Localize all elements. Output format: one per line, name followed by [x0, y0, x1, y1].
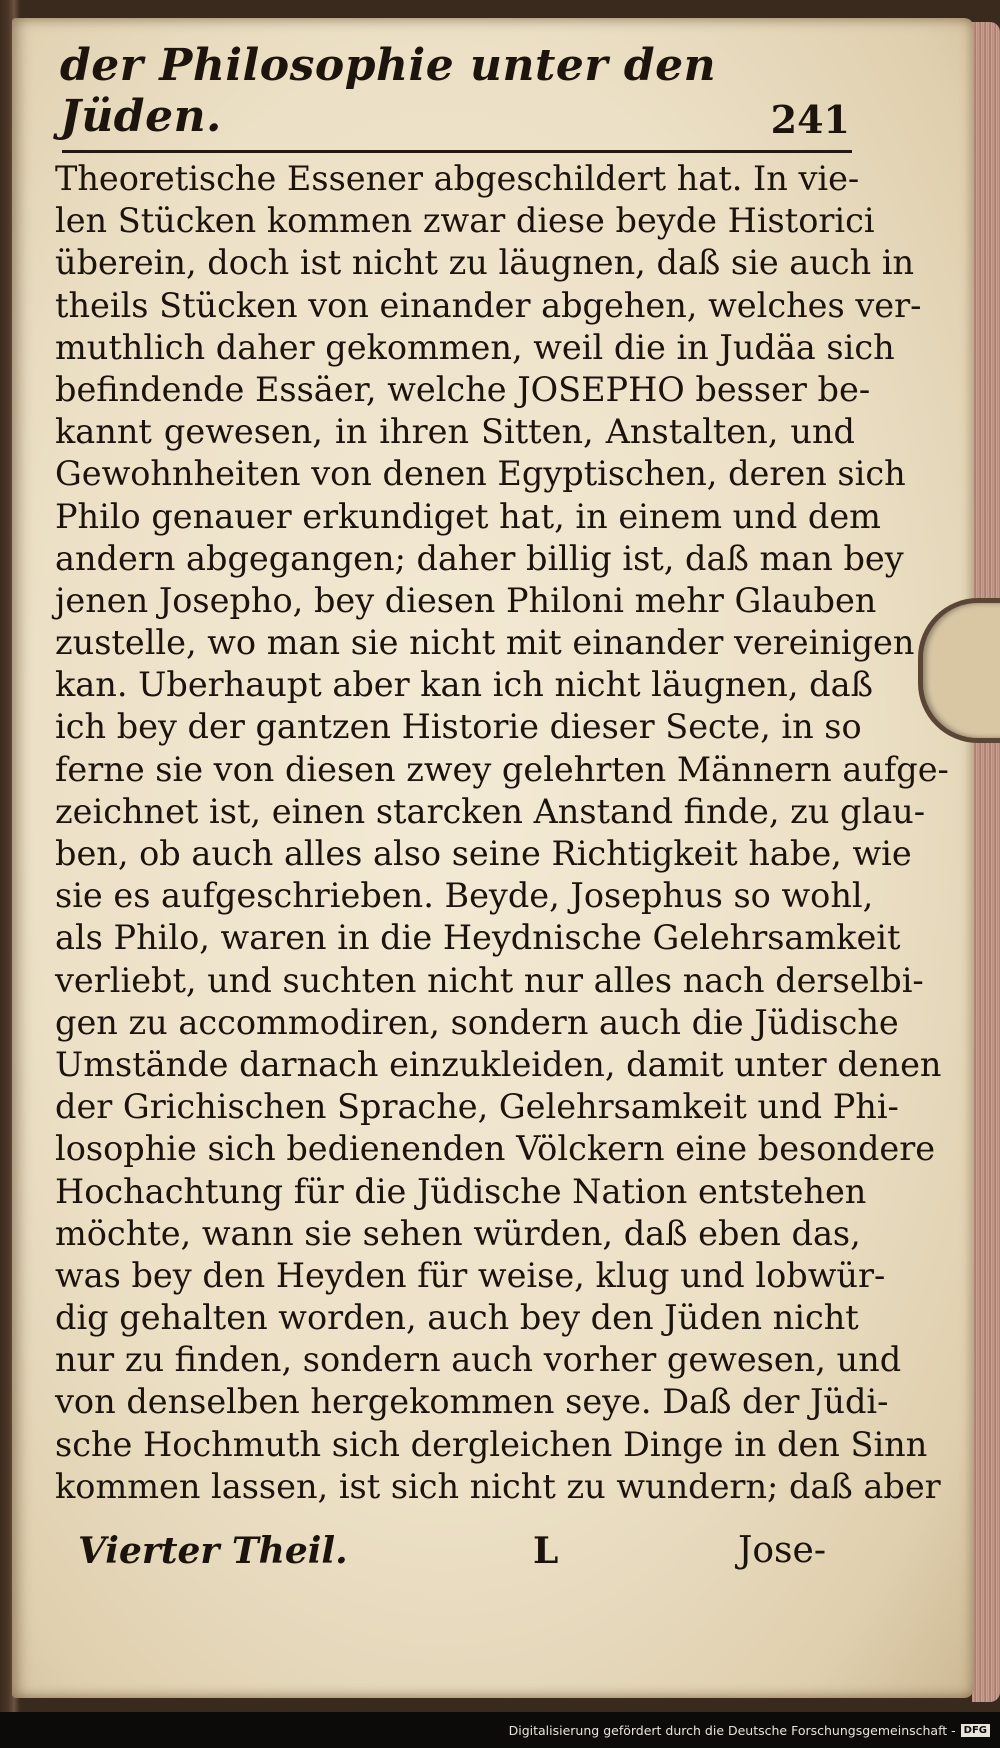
catchword: Jose-	[737, 1530, 826, 1571]
text-line: kommen lassen, ist sich nicht zu wundern; daß aber	[55, 1466, 941, 1506]
text-line: der Grichischen Sprache, Gelehrsamkeit und Phi-	[55, 1087, 899, 1127]
text-line: Umstände darnach einzukleiden, damit unter denen	[55, 1044, 942, 1084]
header-rule	[62, 150, 852, 153]
text-line: len Stücken kommen zwar diese beyde Historici	[55, 201, 875, 241]
text-line: muthlich daher gekommen, weil die in Judäa sich	[55, 327, 895, 367]
text-line: jenen Josepho, bey diesen Philoni mehr Glauben	[55, 580, 877, 620]
text-line: verliebt, und suchten nicht nur alles nach derselbi-	[55, 960, 924, 1000]
text-line: ferne sie von diesen zwey gelehrten Männern aufge-	[55, 749, 949, 789]
text-line: Gewohnheiten von denen Egyptischen, deren sich	[55, 454, 906, 494]
text-line: Theoretische Essener abgeschildert hat. In vie-	[55, 159, 860, 198]
text-line: losophie sich bedienenden Völckern eine besondere	[55, 1129, 936, 1169]
text-line: andern abgegangen; daher billig ist, daß man bey	[55, 538, 904, 578]
text-line: möchte, wann sie sehen würden, daß eben das,	[55, 1213, 861, 1253]
page-edge	[972, 22, 1000, 1702]
page-footer	[78, 1530, 826, 1578]
text-line: Philo genauer erkundiget hat, in einem und dem	[55, 496, 881, 536]
text-line: sche Hochmuth sich dergleichen Dinge in den Sinn	[55, 1424, 928, 1464]
running-title: der Philosophie unter den Jüden.	[60, 40, 717, 142]
text-line: gen zu accommodiren, sondern auch die Jüdische	[55, 1002, 899, 1042]
text-line: überein, doch ist nicht zu läugnen, daß sie auch in	[55, 243, 915, 283]
credit-text: Digitalisierung gefördert durch die Deutsche Forschungsgemeinschaft -	[508, 1722, 956, 1738]
text-line: zustelle, wo man sie nicht mit einander vereinigen	[55, 623, 915, 663]
signature-title: Vierter Theil.	[78, 1530, 348, 1572]
text-line: von denselben hergekommen seye. Daß der Jüdi-	[55, 1382, 889, 1422]
text-line: Hochachtung für die Jüdische Nation entstehen	[55, 1171, 867, 1211]
text-line: dig gehalten worden, auch bey den Jüden nicht	[55, 1298, 859, 1338]
text-line: zeichnet ist, einen starcken Anstand finde, zu glau-	[55, 791, 926, 831]
text-line: ben, ob auch alles also seine Richtigkeit habe, wie	[55, 834, 912, 873]
page-header	[60, 40, 850, 142]
text-line: nur zu finden, sondern auch vorher gewesen, und	[55, 1340, 902, 1380]
text-line: kan. Uberhaupt aber kan ich nicht läugnen, daß	[55, 665, 873, 705]
body-text	[55, 158, 949, 1508]
signature-mark: L	[533, 1530, 559, 1572]
digitization-credit	[0, 1712, 1000, 1748]
text-line: ich bey der gantzen Historie dieser Secte, in so	[55, 707, 862, 747]
text-line: sie es aufgeschrieben. Beyde, Josephus so wohl,	[55, 876, 874, 916]
text-line: kannt gewesen, in ihren Sitten, Anstalten, und	[55, 412, 855, 452]
page-number: 241	[770, 97, 850, 142]
dfg-logo: DFG	[961, 1724, 990, 1737]
text-line: theils Stücken von einander abgehen, welches ver-	[55, 285, 922, 325]
text-line: befindende Essäer, welche JOSEPHO besser be-	[55, 369, 871, 409]
text-line: was bey den Heyden für weise, klug und lobwür-	[55, 1255, 886, 1295]
text-line: als Philo, waren in die Heydnische Gelehrsamkeit	[55, 918, 901, 958]
